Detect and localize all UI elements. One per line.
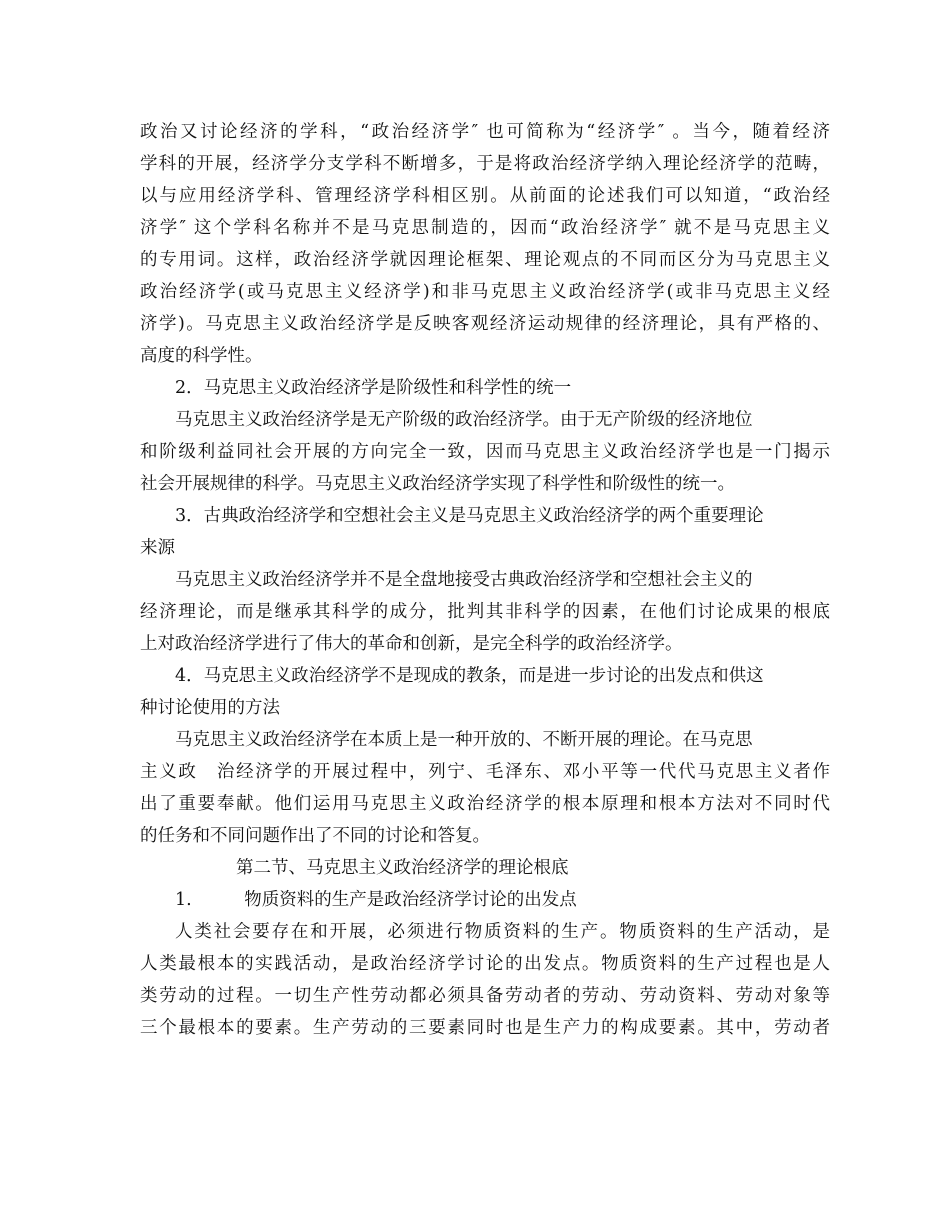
- text-line: 人类最根本的实践活动，是政治经济学讨论的出发点。物质资料的生产过程也是人: [140, 954, 830, 974]
- text-line: 人类社会要存在和开展，必须进行物质资料的生产。物质资料的生产活动，是: [175, 922, 830, 942]
- text-line: 济学)。马克思主义政治经济学是反映客观经济运动规律的经济理论，具有严格的、: [140, 314, 830, 334]
- text-line: 马克思主义政治经济学并不是全盘地接受古典政治经济学和空想社会主义的: [175, 570, 753, 590]
- text-line: 马克思主义政治经济学是无产阶级的政治经济学。由于无产阶级的经济地位: [175, 410, 753, 430]
- text-line: 济学″ 这个学科名称并不是马克思制造的，因而“政治经济学″ 就不是马克思主义: [140, 218, 830, 238]
- text-line: 主义政 治经济学的开展过程中，列宁、毛泽东、邓小平等一代代马克思主义者作: [140, 762, 830, 782]
- text-line: 的任务和不同问题作出了不同的讨论和答复。: [140, 826, 490, 846]
- text-line: 高度的科学性。: [140, 346, 263, 366]
- text-line: 以与应用经济学科、管理经济学科相区别。从前面的论述我们可以知道，“政治经: [140, 186, 830, 206]
- text-line: 种讨论使用的方法: [140, 698, 280, 718]
- text-line: 第二节、马克思主义政治经济学的理论根底: [236, 858, 569, 878]
- text-line: 学科的开展，经济学分支学科不断增多，于是将政治经济学纳入理论经济学的范畴，: [140, 154, 830, 174]
- text-line: 4．马克思主义政治经济学不是现成的教条，而是进一步讨论的出发点和供这: [175, 666, 764, 686]
- text-line: 马克思主义政治经济学在本质上是一种开放的、不断开展的理论。在马克思: [175, 730, 753, 750]
- text-line: 社会开展规律的科学。马克思主义政治经济学实现了科学性和阶级性的统一。: [140, 474, 735, 494]
- document-body: [140, 116, 830, 1044]
- text-line: 经济理论，而是继承其科学的成分，批判其非科学的因素，在他们讨论成果的根底: [140, 602, 830, 622]
- text-line: 政治经济学(或马克思主义经济学)和非马克思主义政治经济学(或非马克思主义经: [140, 282, 830, 302]
- text-line: 2．马克思主义政治经济学是阶级性和科学性的统一: [175, 378, 572, 398]
- text-line: 3．古典政治经济学和空想社会主义是马克思主义政治经济学的两个重要理论: [175, 506, 764, 526]
- text-line: 出了重要奉献。他们运用马克思主义政治经济学的根本原理和根本方法对不同时代: [140, 794, 830, 814]
- text-line: 类劳动的过程。一切生产性劳动都必须具备劳动者的劳动、劳动资料、劳动对象等: [140, 986, 830, 1006]
- text-line: 政治又讨论经济的学科，“政治经济学″ 也可简称为“经济学″ 。当今，随着经济: [140, 122, 830, 142]
- text-line: 1. 物质资料的生产是政治经济学讨论的出发点: [175, 890, 577, 910]
- text-line: 和阶级利益同社会开展的方向完全一致，因而马克思主义政治经济学也是一门揭示: [140, 442, 830, 462]
- text-line: 三个最根本的要素。生产劳动的三要素同时也是生产力的构成要素。其中，劳动者: [140, 1018, 830, 1038]
- text-line: 的专用词。这样，政治经济学就因理论框架、理论观点的不同而区分为马克思主义: [140, 250, 830, 270]
- text-line: 上对政治经济学进行了伟大的革命和创新，是完全科学的政治经济学。: [140, 634, 683, 654]
- text-line: 来源: [140, 538, 175, 558]
